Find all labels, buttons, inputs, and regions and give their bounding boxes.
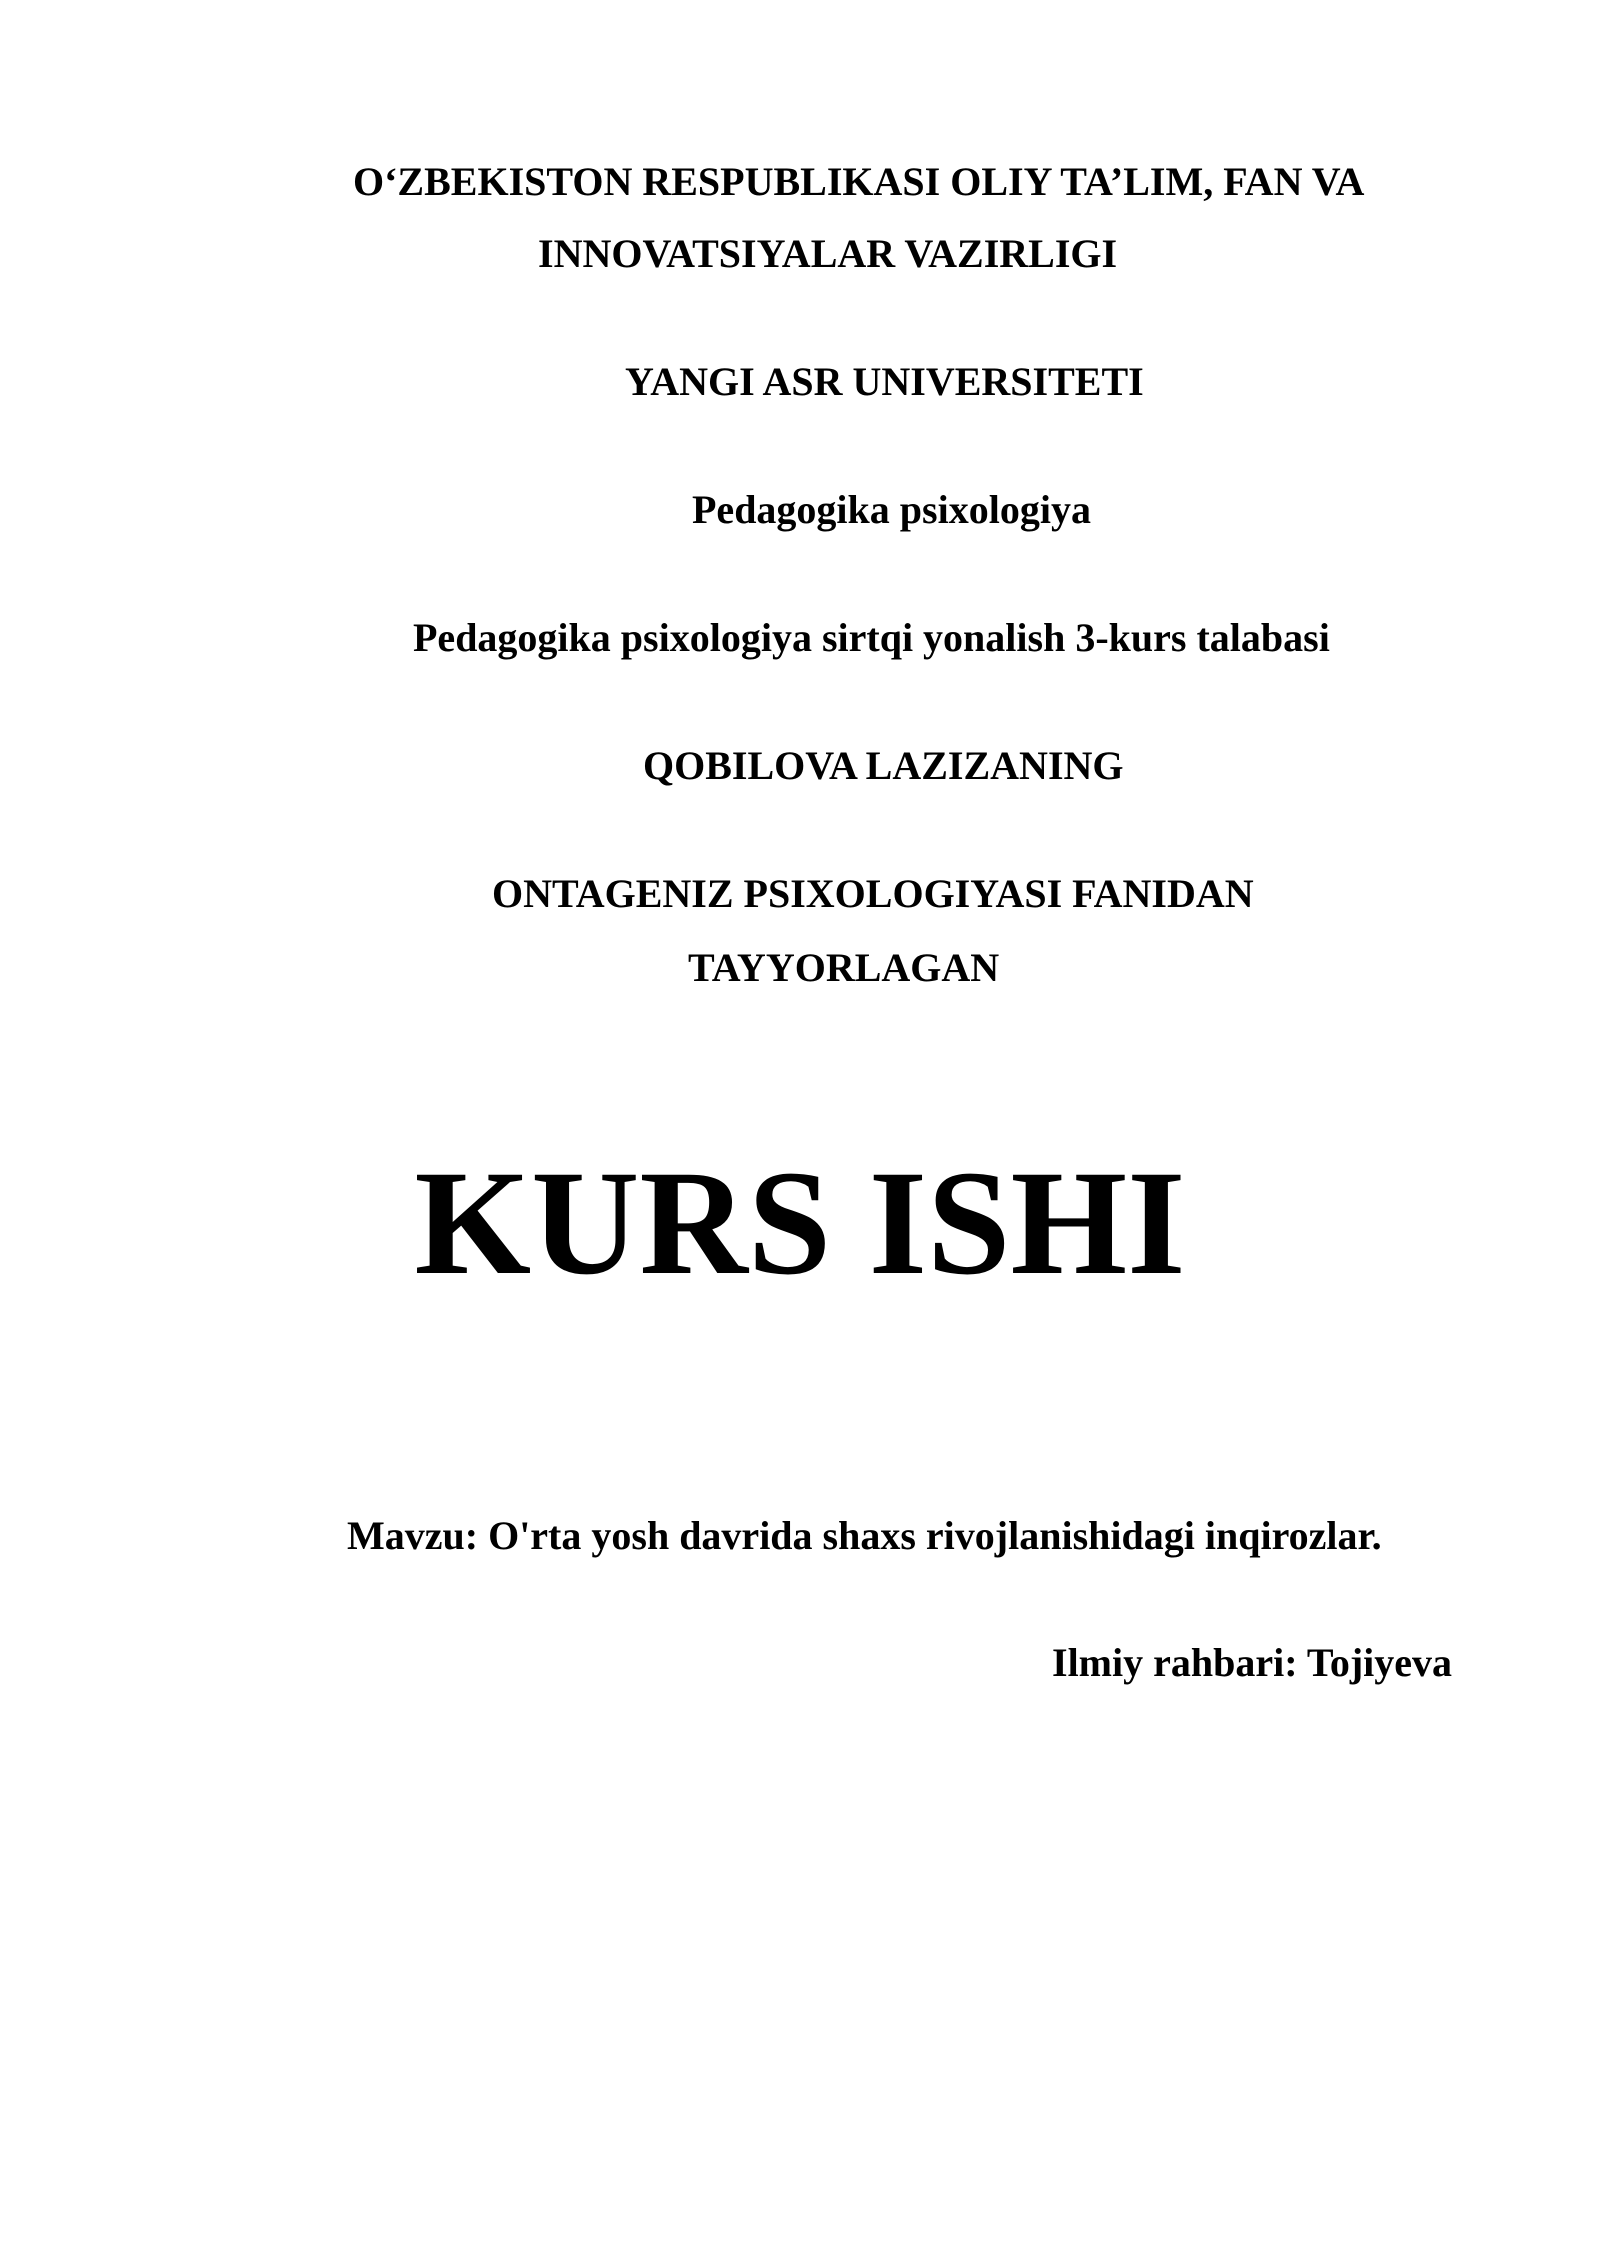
student-name: QOBILOVA LAZIZANING — [643, 743, 1124, 788]
faculty-name: Pedagogika psixologiya — [692, 487, 1091, 532]
ministry-line-2: INNOVATSIYALAR VAZIRLIGI — [538, 231, 1118, 276]
university-name: YANGI ASR UNIVERSITETI — [625, 359, 1144, 404]
student-info: Pedagogika psixologiya sirtqi yonalish 3-kurs talabasi — [413, 615, 1330, 660]
subject-line-1: ONTAGENIZ PSIXOLOGIYASI FANIDAN — [492, 871, 1254, 916]
document-title: KURS ISHI — [414, 1140, 1186, 1306]
supervisor-line: Ilmiy rahbari: Tojiyeva — [1052, 1640, 1453, 1685]
subject-line-2: TAYYORLAGAN — [688, 945, 1000, 990]
topic-line: Mavzu: O'rta yosh davrida shaxs rivojlanishidagi inqirozlar. — [347, 1513, 1382, 1558]
ministry-line-1: O‘ZBEKISTON RESPUBLIKASI OLIY TA’LIM, FAN VA — [353, 159, 1365, 204]
